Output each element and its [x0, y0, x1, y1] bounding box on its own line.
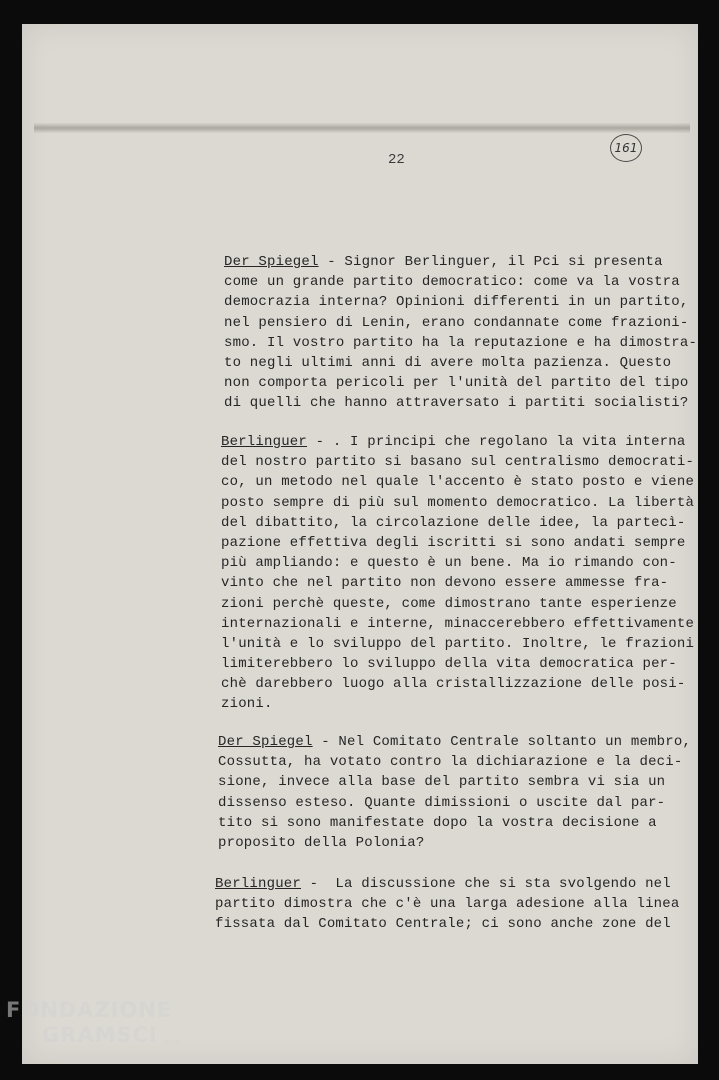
archive-stamp: 161 — [610, 134, 642, 162]
text-line: proposito della Polonia? — [218, 834, 425, 851]
text-line — [215, 874, 679, 894]
text-line: più ampliando: e questo è un bene. Ma io rimando con- — [221, 555, 677, 572]
speaker-name: Der Spiegel — [218, 734, 313, 750]
text-line: l'unità e lo sviluppo del partito. Inoltre, le frazioni — [221, 635, 695, 652]
text-line: di quelli che hanno attraversato i partiti socialisti? — [224, 395, 689, 412]
text-line: posto sempre di più sul momento democratico. La libertà — [221, 494, 695, 511]
text-line: del dibattito, la circolazione delle idee, la partecì- — [221, 514, 686, 531]
page-number: 22 — [388, 152, 405, 168]
line-text: - La discussione che si sta svolgendo nel — [301, 876, 671, 892]
text-line: zioni perchè queste, come dimostrano tante esperienze — [221, 595, 677, 612]
text-line: vinto che nel partito non devono essere ammesse fra- — [221, 575, 669, 592]
document-page — [22, 24, 698, 1064]
text-line: dissenso esteso. Quante dimissioni o uscite dal par- — [218, 794, 666, 811]
text-line — [218, 732, 691, 752]
text-line: tito si sono manifestate dopo la vostra decisione a — [218, 814, 657, 831]
line-text: - Nel Comitato Centrale soltanto un membro, — [312, 734, 692, 750]
text-line: smo. Il vostro partito ha la reputazione e ha dimostra- — [224, 334, 698, 351]
text-line: pazione effettiva degli iscritti si sono andati sempre — [221, 534, 686, 551]
text-line: nel pensiero di Lenin, erano condannate come frazioni- — [224, 314, 689, 331]
line-text: - Signor Berlinguer, il Pci si presenta — [318, 254, 663, 270]
text-line: come un grande partito democratico: come va la vostra — [224, 274, 680, 291]
text-line — [221, 432, 694, 452]
speaker-name: Berlinguer — [215, 876, 302, 892]
answer-block — [221, 432, 694, 715]
text-line: to negli ultimi anni di avere molta pazienza. Questo — [224, 354, 672, 371]
text-line: del nostro partito si basano sul centralismo democrati- — [221, 454, 695, 471]
speaker-name: Der Spiegel — [224, 254, 319, 270]
text-line: fissata dal Comitato Centrale; ci sono anche zone del — [215, 916, 671, 933]
answer-block — [215, 874, 679, 935]
text-line: Cossutta, ha votato contro la dichiarazione e la deci- — [218, 754, 683, 771]
fondazione-gramsci-logo: FONDAZIONE GRAMSCI onlus — [6, 998, 181, 1047]
line-text: - . I principi che regolano la vita interna — [307, 434, 686, 450]
text-line: non comporta pericoli per l'unità del partito del tipo — [224, 375, 689, 392]
text-line: zioni. — [221, 696, 273, 713]
question-block — [224, 252, 697, 414]
text-line: sione, invece alla base del partito sembra vi sia un — [218, 774, 666, 791]
text-line: chè darebbero luogo alla cristallizzazione delle posi- — [221, 676, 686, 693]
text-line: internazionali e interne, minaccerebbero effettivamente — [221, 615, 695, 632]
text-line: co, un metodo nel quale l'accento è stato posto e viene — [221, 474, 695, 491]
text-line: limiterebbero lo sviluppo della vita democratica per- — [221, 656, 677, 673]
speaker-name: Berlinguer — [221, 434, 308, 450]
question-block — [218, 732, 691, 853]
text-line: democrazia interna? Opinioni differenti in un partito, — [224, 294, 689, 311]
paper-fold-line — [34, 123, 690, 133]
text-line — [224, 252, 697, 272]
text-line: partito dimostra che c'è una larga adesione alla linea — [215, 896, 680, 913]
